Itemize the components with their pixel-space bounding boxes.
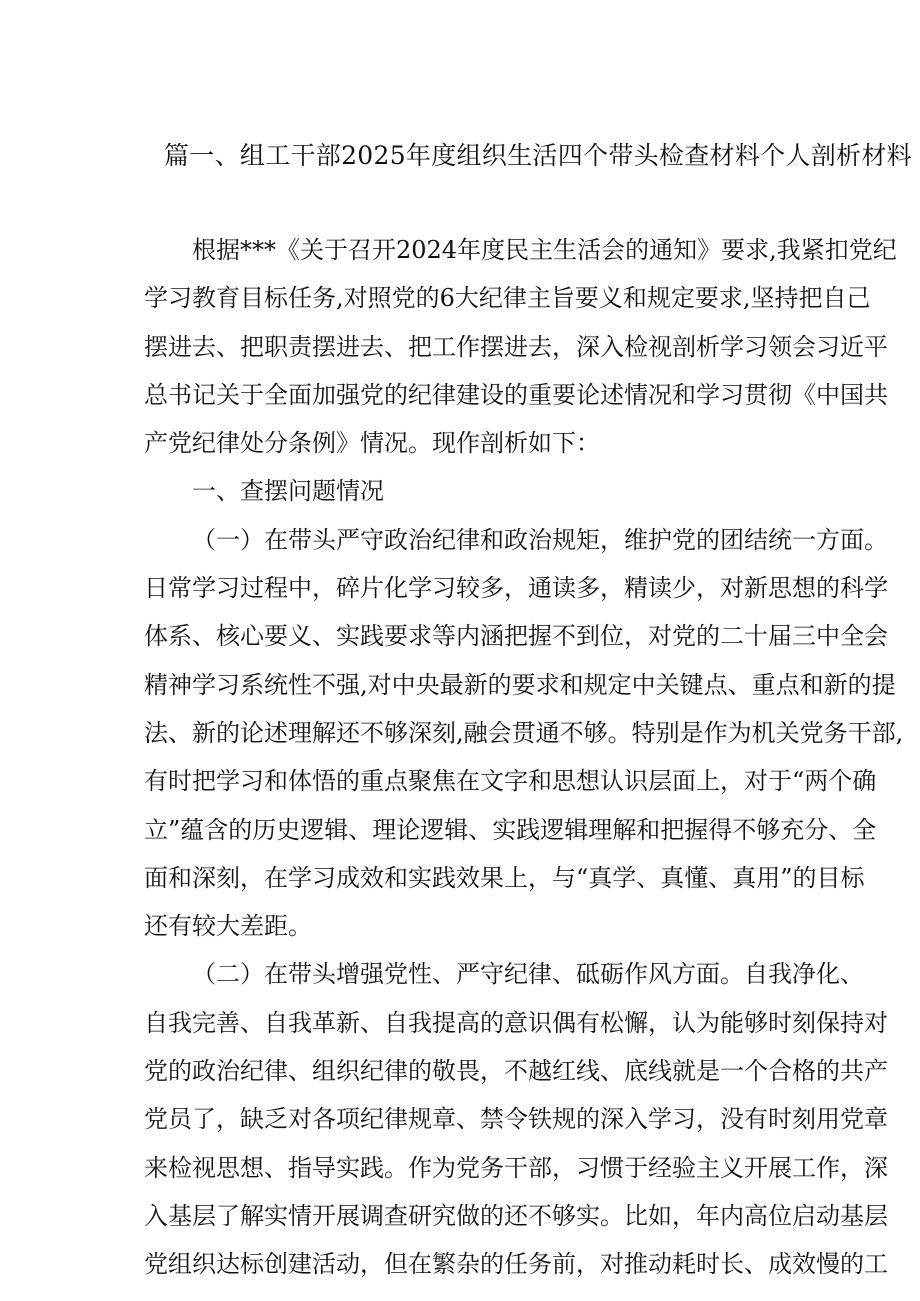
paragraph-line: 体系、核心要义、实践要求等内涵把握不到位，对党的二十届三中全会 bbox=[144, 622, 888, 651]
paragraph-line: 日常学习过程中，碎片化学习较多，通读多，精读少，对新思想的科学 bbox=[144, 574, 888, 603]
paragraph-line: 党的政治纪律、组织纪律的敬畏，不越红线、底线就是一个合格的共产 bbox=[144, 1057, 888, 1086]
paragraph-line: 总书记关于全面加强党的纪律建设的重要论述情况和学习贯彻《中国共 bbox=[144, 380, 888, 409]
paragraph-line: 根据***《关于召开2024年度民主生活会的通知》要求,我紧扣党纪 bbox=[192, 236, 897, 264]
paragraph-line: 摆进去、把职责摆进去、把工作摆进去，深入检视剖析学习领会习近平 bbox=[144, 332, 888, 361]
paragraph-line: 立”蕴含的历史逻辑、理论逻辑、实践逻辑理解和把握得不够充分、全 bbox=[144, 815, 877, 844]
section-heading-text: 一、查摆问题情况 bbox=[192, 477, 384, 506]
paragraph-line: 来检视思想、指导实践。作为党务干部，习惯于经验主义开展工作，深 bbox=[144, 1153, 888, 1182]
document-title: 篇一、组工干部2025年度组织生活四个带头检查材料个人剖析材料 bbox=[164, 141, 912, 170]
paragraph-item-1 bbox=[144, 520, 904, 955]
paragraph-line: 党员了，缺乏对各项纪律规章、禁令铁规的深入学习，没有时刻用党章 bbox=[144, 1105, 888, 1134]
paragraph-intro bbox=[144, 230, 897, 471]
paragraph-line: 产党纪律处分条例》情况。现作剖析如下： bbox=[144, 429, 600, 458]
paragraph-line: 学习教育目标任务,对照党的6大纪律主旨要义和规定要求,坚持把自己 bbox=[144, 284, 871, 313]
document-body bbox=[144, 230, 904, 1293]
paragraph-line: 面和深刻，在学习成效和实践效果上，与“真学、真懂、真用”的目标 bbox=[144, 863, 865, 892]
paragraph-line: 法、新的论述理解还不够深刻,融会贯通不够。特别是作为机关党务干部, bbox=[144, 718, 904, 747]
paragraph-line: 还有较大差距。 bbox=[144, 912, 312, 941]
section-heading bbox=[144, 471, 844, 519]
paragraph-line: （一）在带头严守政治纪律和政治规矩，维护党的团结统一方面。 bbox=[192, 525, 888, 554]
paragraph-line: （二）在带头增强党性、严守纪律、砥砺作风方面。自我净化、 bbox=[192, 960, 864, 989]
paragraph-line: 党组织达标创建活动，但在繁杂的任务前，对推动耗时长、成效慢的工 bbox=[144, 1250, 888, 1279]
paragraph-line: 有时把学习和体悟的重点聚焦在文字和思想认识层面上，对于“两个确 bbox=[144, 767, 877, 796]
paragraph-line: 精神学习系统性不强,对中央最新的要求和规定中关键点、重点和新的提 bbox=[144, 670, 896, 699]
paragraph-line: 自我完善、自我革新、自我提高的意识偶有松懈，认为能够时刻保持对 bbox=[144, 1008, 888, 1037]
paragraph-line: 入基层了解实情开展调查研究做的还不够实。比如，年内高位启动基层 bbox=[144, 1201, 888, 1230]
paragraph-item-2 bbox=[144, 954, 888, 1292]
